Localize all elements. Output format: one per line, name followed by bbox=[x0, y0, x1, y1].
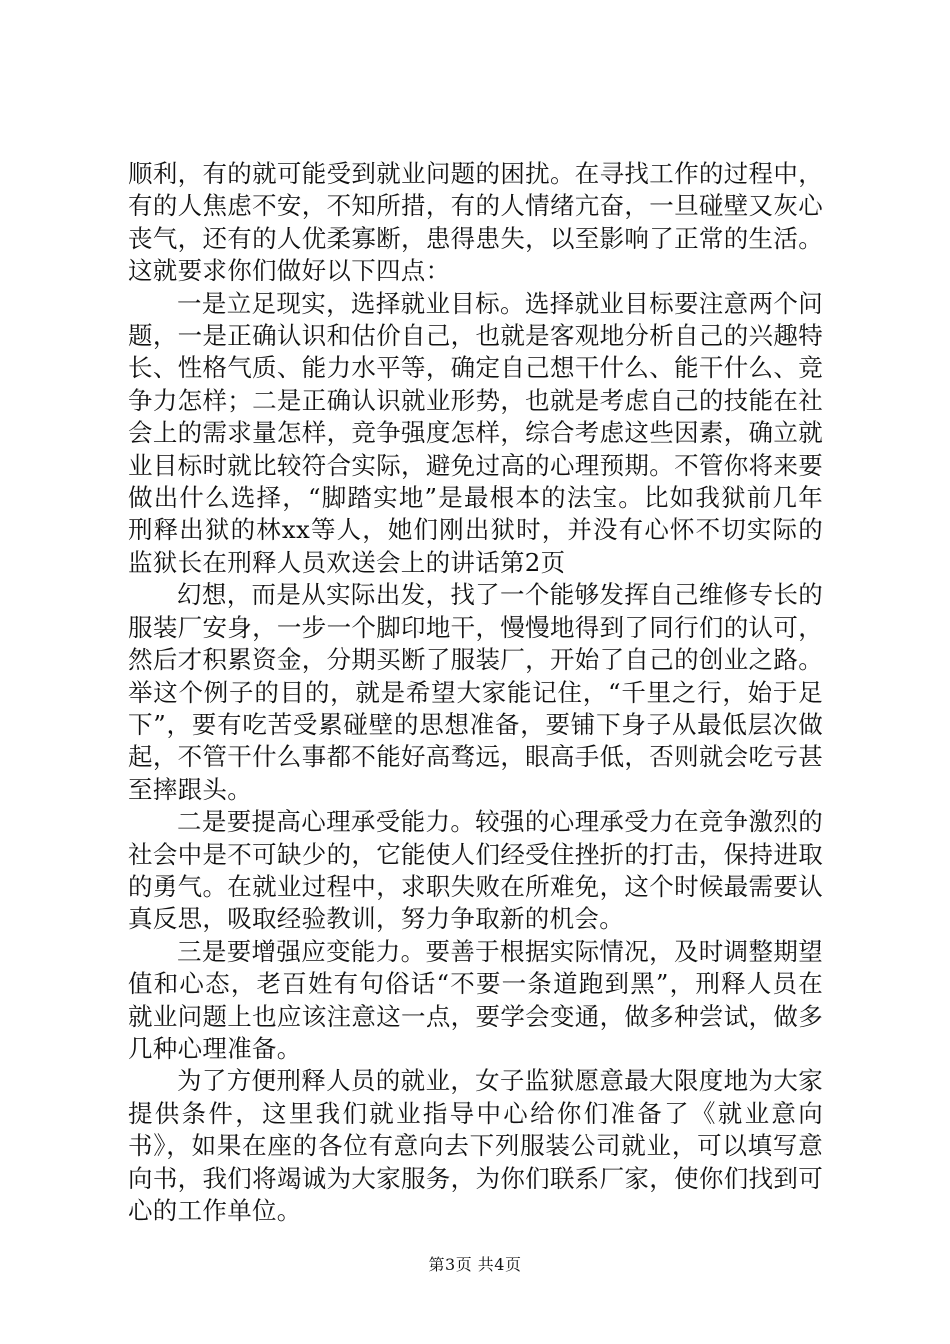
paragraph-3: 幻想，而是从实际出发，找了一个能够发挥自己维修专长的服装厂安身，一步一个脚印地干，慢慢地得到了同行们的认可，然后才积累资金，分期买断了服装厂，开始了自己的创业之路。举这个例子的目的，就是希望大家能记住，“千里之行，始于足下”，要有吃苦受累碰壁的思想准备，要铺下身子从最低层次做起，不管干什么事都不能好高骛远，眼高手低，否则就会吃亏甚至摔跟头。 bbox=[128, 580, 824, 804]
document-body bbox=[128, 158, 823, 1227]
paragraph-6: 为了方便刑释人员的就业，女子监狱愿意最大限度地为大家提供条件，这里我们就业指导中心给你们准备了《就业意向书》，如果在座的各位有意向去下列服装公司就业，可以填写意向书，我们将竭诚为大家服务，为你们联系厂家，使你们找到可心的工作单位。 bbox=[128, 1066, 823, 1225]
paragraph-2: 一是立足现实，选择就业目标。选择就业目标要注意两个问题，一是正确认识和估价自己，也就是客观地分析自己的兴趣特长、性格气质、能力水平等，确定自己想干什么、能干什么、竞争力怎样；二是正确认识就业形势，也就是考虑自己的技能在社会上的需求量怎样，竞争强度怎样，综合考虑这些因素，确立就业目标时就比较符合实际，避免过高的心理预期。不管你将来要做出什么选择，“脚踏实地”是最根本的法宝。比如我狱前几年刑释出狱的林xx等人，她们刚出狱时，并没有心怀不切实际的监狱长在刑释人员欢送会上的讲话第2页 bbox=[128, 288, 823, 577]
paragraph-4: 二是要提高心理承受能力。较强的心理承受力在竞争激烈的社会中是不可缺少的，它能使人们经受住挫折的打击，保持进取的勇气。在就业过程中，求职失败在所难免，这个时候最需要认真反思，吸取经验教训，努力争取新的机会。 bbox=[128, 807, 823, 934]
paragraph-1: 顺利，有的就可能受到就业问题的困扰。在寻找工作的过程中，有的人焦虑不安，不知所措，有的人情绪亢奋，一旦碰壁又灰心丧气，还有的人优柔寡断，患得患失，以至影响了正常的生活。这就要求你们做好以下四点： bbox=[128, 159, 823, 286]
paragraph-5: 三是要增强应变能力。要善于根据实际情况，及时调整期望值和心态，老百姓有句俗话“不要一条道跑到黑”，刑释人员在就业问题上也应该注意这一点，要学会变通，做多种尝试，做多几种心理准备。 bbox=[128, 936, 823, 1063]
page-footer: 第3页 共4页 bbox=[428, 1255, 522, 1274]
